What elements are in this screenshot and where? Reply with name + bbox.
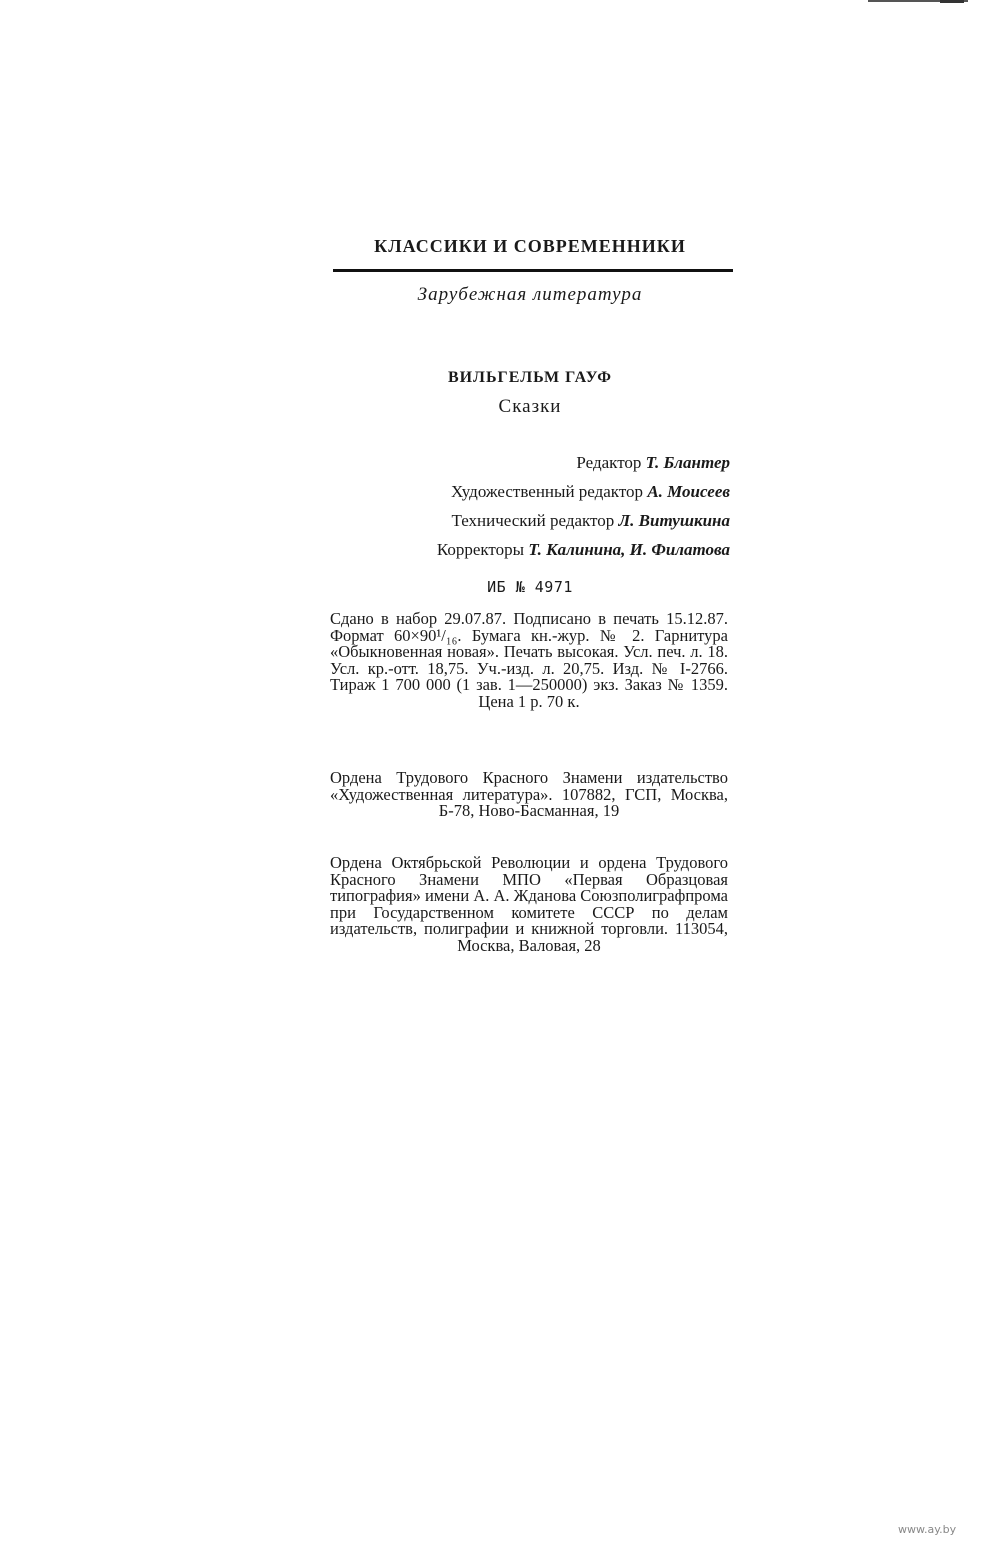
series-title: КЛАССИКИ И СОВРЕМЕННИКИ: [374, 236, 686, 256]
book-title: Сказки: [498, 396, 562, 417]
credits-list: [330, 448, 730, 564]
credit-tech-editor: [330, 506, 730, 535]
credit-name: Л. Витушкина: [618, 511, 730, 530]
credit-role: Технический редактор: [451, 511, 615, 530]
credit-role: Редактор: [576, 453, 642, 472]
print-info: Сдано в набор 29.07.87. Подписано в печать 15.12.87. Формат 60×90¹/₁₆. Бумага кн.-жур. № 2. Гарнитура «Обыкновенная новая». Печать высокая. Усл. печ. л. 18. Усл. кр.-отт. 18,75. Уч.-изд. л. 20,75. Изд. № I-2766. Тираж 1 700 000 (1 зав. 1—250000) экз. Заказ № 1359. Цена 1 р. 70 к.: [330, 609, 728, 711]
printer-info: Ордена Октябрьской Революции и ордена Трудового Красного Знамени МПО «Первая Образцовая типография» имени А. А. Жданова Союзполиграфпрома при Государственном комитете СССР по делам издательств, полиграфии и книжной торговли. 113054, Москва, Валовая, 28: [330, 853, 728, 955]
credit-name: Т. Калинина, И. Филатова: [528, 540, 730, 559]
publisher-info: Ордена Трудового Красного Знамени издательство «Художественная литература». 107882, ГСП, Москва, Б-78, Ново-Басманная, 19: [330, 768, 728, 820]
credit-proofreaders: [330, 535, 730, 564]
site-watermark: www.ay.by: [898, 1523, 957, 1536]
credit-role: Художественный редактор: [450, 482, 644, 501]
credit-name: А. Моисеев: [647, 482, 730, 501]
series-divider: [333, 269, 733, 272]
credit-role: Корректоры: [436, 540, 525, 559]
ib-number: ИБ № 4971: [487, 578, 573, 596]
series-subtitle: Зарубежная литература: [417, 284, 643, 305]
credit-editor: [330, 448, 730, 477]
book-author: ВИЛЬГЕЛЬМ ГАУФ: [447, 369, 613, 386]
credit-art-editor: [330, 477, 730, 506]
credit-name: Т. Блантер: [645, 453, 730, 472]
scan-edge-mark-2: [940, 0, 964, 6]
